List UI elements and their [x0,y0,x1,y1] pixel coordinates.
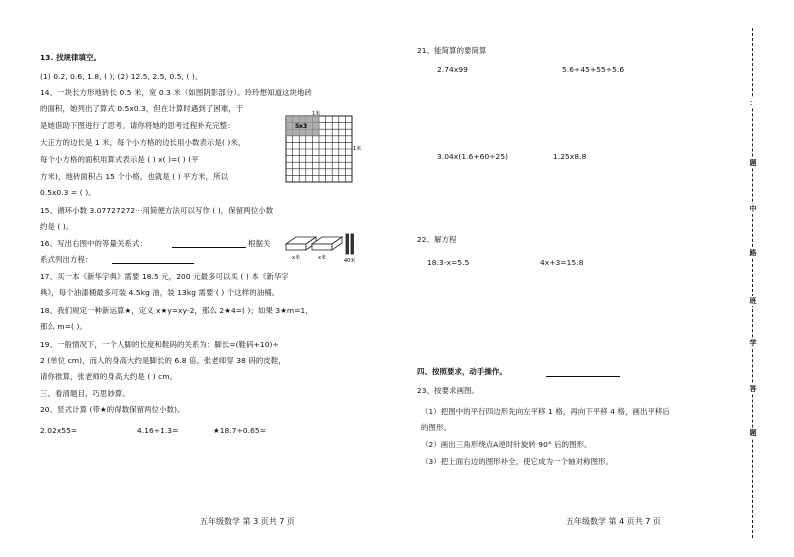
q16-answer-line1[interactable] [172,247,246,248]
q23-step2: （2）画出三角形绕点A逆时针旋转 90° 后的图形。 [421,440,592,449]
section4-score-line[interactable] [546,376,620,377]
book-b-label: x米 [318,255,326,261]
q16-line2: 系式列出方程： [40,255,93,264]
binding-char: 题 [747,158,759,168]
calc-1: 2.02x55= [40,426,78,435]
expr-4: 1.25x8.8 [553,152,587,161]
q20-title: 20、竖式计算 (带★的得数保留两位小数)。 [40,405,185,414]
q23-step1-b: 的图形。 [421,423,451,432]
binding-char: ： [747,98,759,108]
q23-step3: （3）把上面右边的图形补全，使它成为一个轴对称图形。 [421,457,614,466]
q14-line4: 大正方的边长是 1 米，每个小方格的边长用小数表示是( )米， [40,138,246,147]
q14-line3: 是她借助下图进行了思考。请你将她的思考过程补充完整： [40,121,235,130]
q14-line6: 方米)，地砖面积占 15 个小格，也就是 ( ) 平方米，所以 [40,172,229,181]
binding-char: 路 [747,248,759,258]
binding-char: 题 [747,428,759,438]
q14-line1: 14、一块长方形地砖长 0.5 米，宽 0.3 米（如图阴影部分）。玲玲想知道这块地砖 [40,88,313,97]
expr-2: 5.6÷45+55÷5.6 [562,65,625,74]
q13-title: 13. 找规律填空。 [40,53,102,62]
binding-char: 学 [747,338,759,348]
q19-line2: 2 (单位 cm)，而人的身高大约是脚长的 6.8 倍。张老师穿 38 码的皮鞋， [40,356,286,365]
equation-2: 4x+3=15.8 [540,258,584,267]
q14-line2: 的面积，她列出了算式 0.5x0.3，但在计算时遇到了困难，于 [40,104,244,113]
binding-char: 班 [747,296,759,306]
binding-char: 答 [747,384,759,394]
left-page-footer: 五年级数学 第 3 页共 7 页 [200,517,295,526]
right-page-footer: 五年级数学 第 4 页共 7 页 [566,517,661,526]
q16-line1: 16、写出右图中的等量关系式： [40,239,147,248]
square-grid-figure [284,110,364,192]
grid-shade-label: 5x3 [295,123,308,130]
grid-top-label: 1米 [312,111,321,117]
binding-char: 中 [747,204,759,214]
calc-2: 4.16÷1.3= [137,426,179,435]
q17-line1: 17、买一本《新华字典》需要 18.5 元，200 元最多可以买 ( ) 本《新华字 [40,272,289,281]
q18-line1: 18、我们规定一种新运算★，定义 x★y=xy-2，那么 2★4=( )；如果 3★m=1， [40,306,313,315]
q23-step1-a: （1）把图中的平行四边形先向左平移 1 格，再向下平移 4 格，画出平移后 [421,407,670,416]
q19-line3: 请你推算，张老师的身高大约是 ( ) cm。 [40,372,178,381]
q16-line1-tail: 根据关 [248,239,271,248]
book-a-label: x米 [292,255,300,261]
section3-heading: 三、看清题目，巧思妙算。 [40,389,130,398]
q14-line5: 每个小方格的面积用算式表示是 ( ) x( )=( ) (平 [40,155,199,164]
q19-line1: 19、一般情况下，一个人脚的长度和鞋码的关系为：脚长=(鞋码+10)÷ [40,340,279,349]
books-figure [282,228,362,264]
q13-sequences: (1) 0.2, 0.6, 1.8, ( ); (2) 12.5, 2.5, 0.5, ( )。 [40,72,203,81]
q14-line7: 0.5x0.3 = ( )。 [40,188,96,197]
q15-line2: 约是 ( )。 [40,222,74,231]
q22-title: 22、解方程 [417,235,457,244]
q16-answer-line2[interactable] [112,263,194,264]
q18-line2: 那么 m=( )。 [40,322,87,331]
equation-1: 18.3-x=5.5 [427,258,470,267]
q15-line1: 15、循环小数 3.07727272···用简便方法可以写作 ( )，保留两位小数 [40,206,274,215]
expr-3: 3.04x(1.6+60÷25) [437,152,509,161]
grid-right-label: 1米 [353,146,362,152]
section4-heading: 四、按照要求，动手操作。 [417,367,507,376]
q17-line2: 典》，每个油漆桶最多可装 4.5kg 油，装 13kg 需要 ( ) 个这样的油桶。 [40,288,280,297]
q23-title: 23、按要求画图。 [417,386,480,395]
q21-title: 21、能简算的要简算 [417,46,487,55]
bar-label: 40米 [344,258,356,264]
calc-3: ★18.7÷0.65= [213,426,267,435]
expr-1: 2.74x99 [437,65,468,74]
